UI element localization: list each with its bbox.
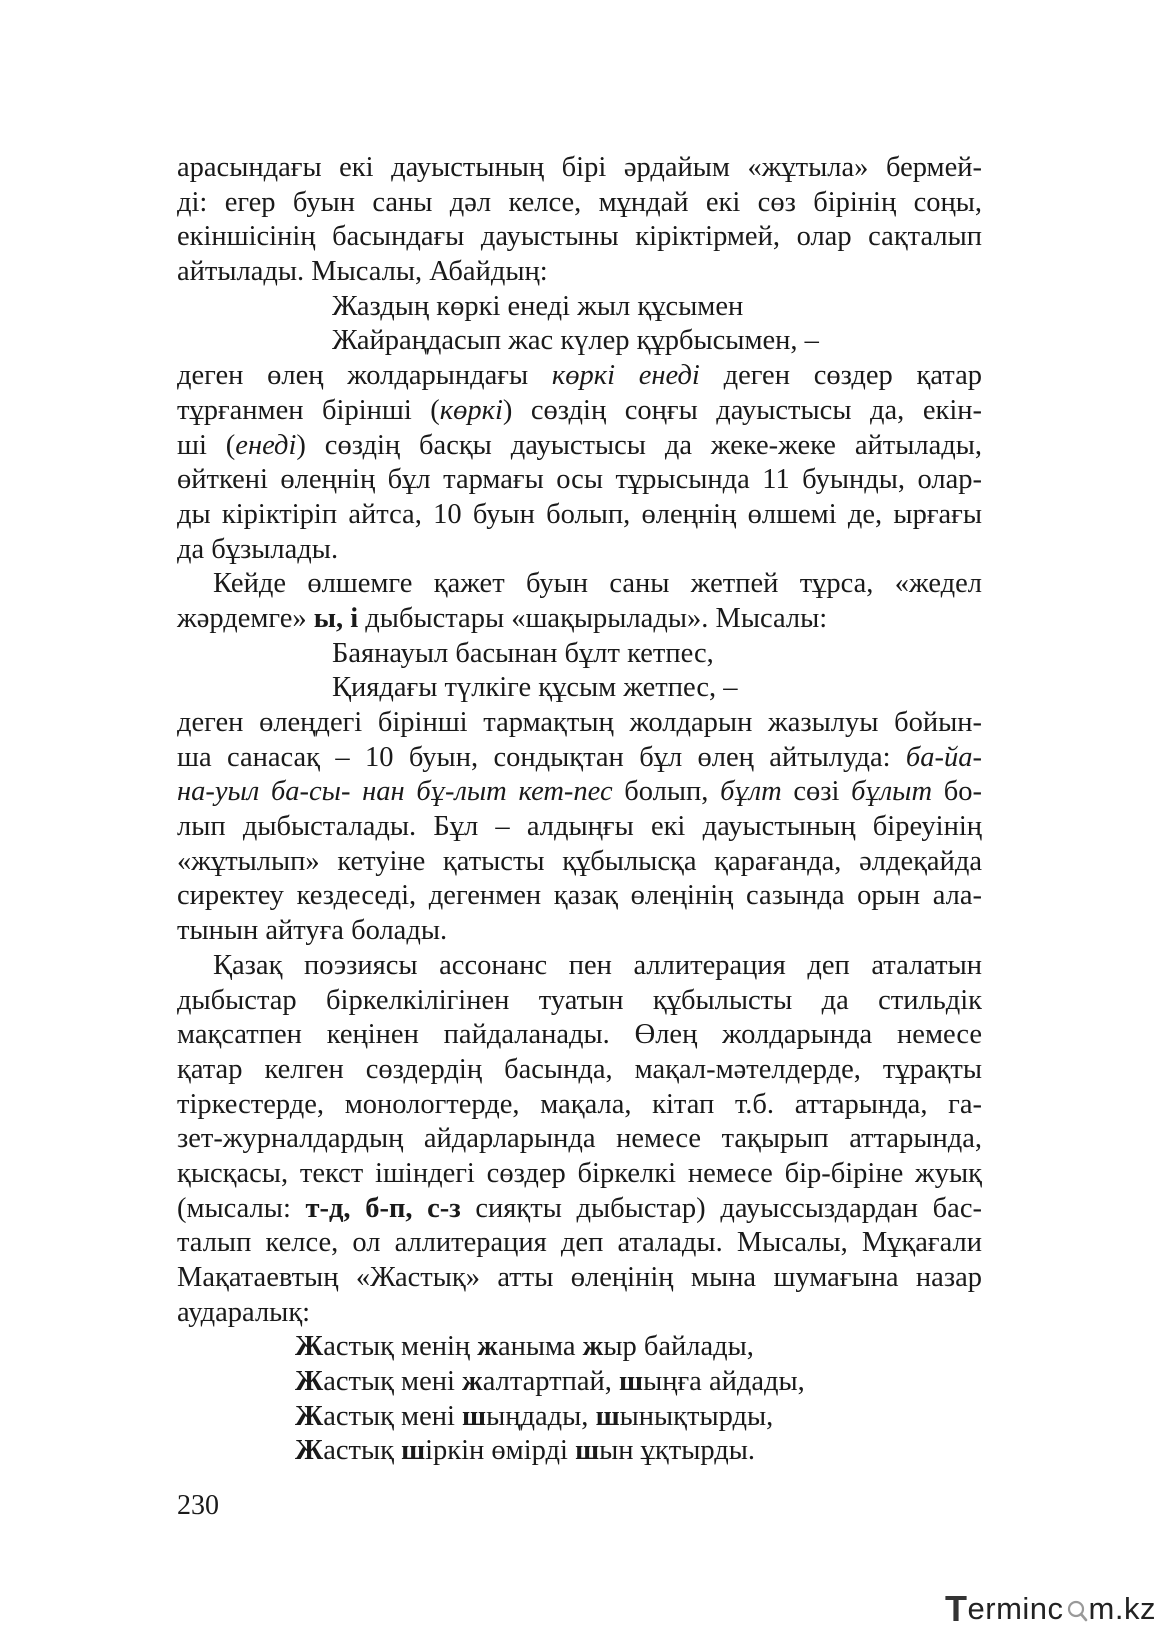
text-fragment: деген өлең жолдарындағы xyxy=(177,360,552,392)
text-line xyxy=(177,775,982,810)
text-line xyxy=(177,1400,982,1435)
watermark-logo xyxy=(945,1589,1156,1629)
text-line: мақсатпен кеңінен пайдаланады. Өлең жолдарында немесе xyxy=(177,1019,982,1051)
text-fragment: ыр байлады, xyxy=(603,1331,754,1363)
page-number: 230 xyxy=(177,1490,219,1521)
text-line: дыбыстар біркелкілігінен туатын құбылысты да стильдік xyxy=(177,984,982,1016)
text-line: Қазақ поэзиясы ассонанс пен аллитерация деп аталатын xyxy=(213,949,982,981)
bold-fragment: ш xyxy=(401,1435,426,1467)
text-line xyxy=(177,602,982,637)
text-line xyxy=(177,741,982,776)
watermark-text-mid: erminc xyxy=(967,1591,1064,1626)
text-fragment: бо- xyxy=(932,776,983,808)
text-line: да бұзылады. xyxy=(177,533,339,565)
text-line: тынын айтуға болады. xyxy=(177,915,448,947)
text-fragment: сияқты дыбыстар) дауыссыздардан бас- xyxy=(460,1192,982,1224)
text-fragment: астық менің xyxy=(323,1331,478,1363)
text-line: Жайраңдасып жас күлер құрбысымен, – xyxy=(332,325,819,357)
text-fragment: жәрдемге» xyxy=(177,602,314,634)
text-line xyxy=(177,429,982,464)
text-line: екіншісінің басындағы дауыстыны кіріктірмей, олар сақталып xyxy=(177,221,982,253)
bold-fragment: Ж xyxy=(295,1366,324,1398)
bold-fragment: ш xyxy=(619,1366,644,1398)
italic-fragment: бұлыт xyxy=(851,776,933,808)
text-line xyxy=(177,1365,982,1400)
bold-fragment: ж xyxy=(582,1331,604,1363)
italic-fragment: бұлт xyxy=(720,776,782,808)
text-line: Жаздың көркі енеді жыл құсымен xyxy=(332,290,744,322)
text-fragment: ) сөздің басқы дауыстысы да жеке-жеке айтылады, xyxy=(296,429,983,461)
text-fragment: ыңдады, xyxy=(486,1400,596,1432)
page-body xyxy=(177,151,982,1469)
text-fragment: тұрғанмен бірінші ( xyxy=(177,394,440,426)
text-fragment: ынықтырды, xyxy=(619,1400,774,1432)
text-fragment: алтартпай, xyxy=(482,1366,620,1398)
text-fragment: ша санасақ – 10 буын, сондықтан бұл өлең айтылуда: xyxy=(177,741,906,773)
text-fragment: (мысалы: xyxy=(177,1192,306,1224)
bold-fragment: ш xyxy=(462,1400,487,1432)
bold-fragment: Ж xyxy=(295,1435,324,1467)
text-fragment: ын ұқтырды. xyxy=(599,1435,755,1467)
text-fragment: астық мені xyxy=(323,1366,463,1398)
text-line: деген өлеңдегі бірінші тармақтың жолдарын жазылуы бойын- xyxy=(177,707,982,738)
italic-fragment: ба-йа- xyxy=(905,741,982,773)
text-line: зет-журналдардың айдарларында немесе тақырып аттарында, xyxy=(177,1123,982,1155)
text-line: сиректеу кездеседі, дегенмен қазақ өлеңінің сазында орын ала- xyxy=(177,880,982,912)
text-line: Қиядағы түлкіге құсым жетпес, – xyxy=(332,672,738,704)
text-fragment: астық xyxy=(323,1435,402,1467)
text-line: Кейде өлшемге қажет буын саны жетпей тұрса, «жедел xyxy=(213,568,982,600)
text-line: қысқасы, текст ішіндегі сөздер біркелкі немесе бір-біріне жуық xyxy=(177,1157,982,1189)
text-fragment: сөзі xyxy=(781,776,852,808)
text-line: өйткені өлеңнің бұл тармағы осы тұрысында 11 буынды, олар- xyxy=(177,464,982,496)
text-fragment: дыбыстары «шақырылады». Мысалы: xyxy=(358,602,828,634)
text-fragment: астық мені xyxy=(323,1400,463,1432)
bold-fragment: Ж xyxy=(295,1331,324,1363)
text-line: айтылады. Мысалы, Абайдың: xyxy=(177,256,548,288)
bold-fragment: т-д, б-п, с-з xyxy=(305,1192,461,1224)
text-line: қатар келген сөздердің басында, мақал-мәтелдерде, тұрақты xyxy=(177,1053,982,1085)
italic-fragment: на-уыл ба-сы- нан бұ-лыт кет-пес xyxy=(177,776,613,808)
magnifier-icon xyxy=(1066,1598,1088,1620)
bold-fragment: ы, і xyxy=(313,602,359,634)
watermark-text-end: m.kz xyxy=(1088,1591,1156,1626)
bold-fragment: ж xyxy=(477,1331,498,1363)
text-line: ды кіріктіріп айтса, 10 буын болып, өлеңнің өлшемі де, ырғағы xyxy=(177,498,982,530)
text-fragment: болып, xyxy=(612,776,721,808)
text-line: арасындағы екі дауыстының бірі әрдайым «жұтыла» бермей- xyxy=(177,152,982,183)
bold-fragment: Ж xyxy=(295,1400,324,1432)
bold-fragment: ш xyxy=(595,1400,620,1432)
text-line: тіркестерде, монологтерде, мақала, кітап т.б. аттарында, га- xyxy=(177,1088,982,1120)
text-line xyxy=(177,359,982,394)
text-fragment: ыңға айдады, xyxy=(643,1366,805,1398)
text-fragment: ) сөздің соңғы дауыстысы да, екін- xyxy=(502,394,982,426)
text-line xyxy=(177,394,982,429)
text-line: аударалық: xyxy=(177,1296,311,1328)
text-line: лып дыбысталады. Бұл – алдыңғы екі дауыстының біреуінің xyxy=(177,811,982,843)
text-fragment: деген сөздер қатар xyxy=(699,360,982,392)
text-line: Баянауыл басынан бұлт кетпес, xyxy=(332,637,714,669)
text-line: талып келсе, ол аллитерация деп аталады. Мысалы, Мұқағали xyxy=(177,1227,982,1259)
text-fragment: іркін өмірді xyxy=(425,1435,576,1467)
italic-fragment: көркі енеді xyxy=(551,360,700,392)
bold-fragment: ш xyxy=(575,1435,600,1467)
text-line xyxy=(177,1434,982,1469)
text-line: «жұтылып» кетуіне қатысты құбылысқа қарағанда, әлдеқайда xyxy=(177,845,982,877)
text-line: ді: егер буын саны дәл келсе, мұндай екі сөз бірінің соңы, xyxy=(177,186,982,218)
italic-fragment: көркі xyxy=(439,394,503,426)
text-fragment: аныма xyxy=(497,1331,583,1363)
watermark-letter-t: T xyxy=(945,1588,968,1629)
bold-fragment: ж xyxy=(462,1366,483,1398)
text-line: Мақатаевтың «Жастық» атты өлеңінің мына шумағына назар xyxy=(177,1262,982,1293)
text-line xyxy=(177,1330,982,1365)
text-fragment: ші ( xyxy=(177,429,236,461)
italic-fragment: енеді xyxy=(235,429,297,461)
text-line xyxy=(177,1192,982,1227)
